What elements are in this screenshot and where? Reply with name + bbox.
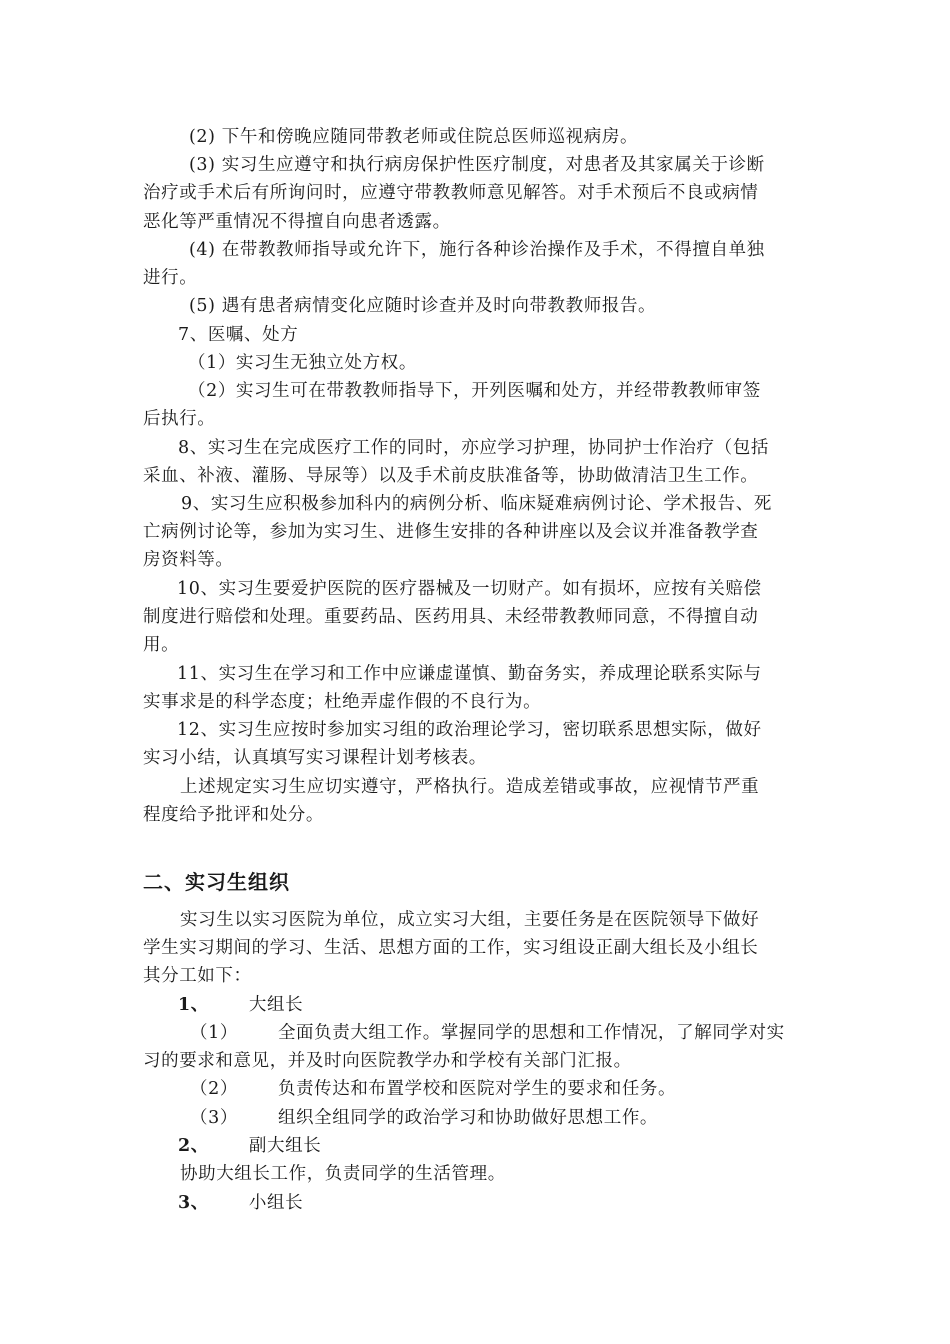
paragraph-line: 实事求是的科学态度；杜绝弄虚作假的不良行为。: [143, 692, 542, 712]
paragraph-line: 10、实习生要爱护医院的医疗器械及一切财产。如有损坏，应按有关赔偿: [177, 579, 762, 599]
paragraph-line: 7、医嘱、处方: [178, 325, 299, 345]
role-title: 大组长: [248, 995, 304, 1015]
paragraph-line: 11、实习生在学习和工作中应谦虚谨慎、勤奋务实，养成理论联系实际与: [177, 664, 762, 684]
duty-text: 组织全组同学的政治学习和协助做好思想工作。: [277, 1108, 659, 1128]
paragraph-line: (3) 实习生应遵守和执行病房保护性医疗制度，对患者及其家属关于诊断: [189, 155, 765, 175]
role-number: 3、: [178, 1193, 209, 1213]
role-title: 小组长: [248, 1193, 304, 1213]
duty-number: （1）: [190, 1023, 238, 1043]
role-heading-group: [178, 1191, 303, 1215]
paragraph-line: 采血、补液、灌肠、导尿等）以及手术前皮肤准备等，协助做清洁卫生工作。: [143, 466, 759, 486]
role-number: 2、: [178, 1136, 209, 1156]
paragraph-line: (5) 遇有患者病情变化应随时诊查并及时向带教教师报告。: [189, 296, 657, 316]
paragraph-line: 后执行。: [143, 409, 216, 429]
duty-number: （3）: [190, 1108, 238, 1128]
paragraph-line: 实习小结，认真填写实习课程计划考核表。: [143, 748, 487, 768]
paragraph-line: 亡病例讨论等，参加为实习生、进修生安排的各种讲座以及会议并准备教学查: [143, 522, 759, 542]
duty-text: 负责传达和布置学校和医院对学生的要求和任务。: [277, 1079, 677, 1099]
paragraph-line: 用。: [143, 635, 180, 655]
duty-line: [190, 1106, 658, 1130]
paragraph-line: 治疗或手术后有所询问时，应遵守带教教师意见解答。对手术预后不良或病情: [143, 183, 759, 203]
paragraph-line: 9、实习生应积极参加科内的病例分析、临床疑难病例讨论、学术报告、死: [181, 494, 772, 514]
paragraph-line: 上述规定实习生应切实遵守，严格执行。造成差错或事故，应视情节严重: [180, 777, 760, 797]
paragraph-line: （1）实习生无独立处方权。: [188, 353, 417, 373]
section-paragraph-line: 其分工如下：: [143, 966, 252, 986]
role-heading-deputy: [178, 1134, 321, 1158]
role-heading-leader: [178, 993, 303, 1017]
paragraph-line: 进行。: [143, 268, 198, 288]
duty-number: （2）: [190, 1079, 238, 1099]
paragraph-line: 恶化等严重情况不得擅自向患者透露。: [143, 212, 451, 232]
paragraph-line: (4) 在带教教师指导或允许下，施行各种诊治操作及手术，不得擅自单独: [189, 240, 765, 260]
paragraph-line: 8、实习生在完成医疗工作的同时，亦应学习护理，协同护士作治疗（包括: [178, 438, 769, 458]
section-paragraph-line: 学生实习期间的学习、生活、思想方面的工作，实习组设正副大组长及小组长: [143, 938, 759, 958]
deputy-duty-line: 协助大组长工作，负责同学的生活管理。: [180, 1164, 506, 1184]
section-heading: 二、实习生组织: [143, 870, 290, 894]
paragraph-line: 程度给予批评和处分。: [143, 805, 324, 825]
paragraph-line: 房资料等。: [143, 550, 234, 570]
section-paragraph-line: 实习生以实习医院为单位，成立实习大组，主要任务是在医院领导下做好: [180, 910, 760, 930]
paragraph-line: (2) 下午和傍晚应随同带教老师或住院总医师巡视病房。: [189, 127, 639, 147]
role-title: 副大组长: [248, 1136, 322, 1156]
role-number: 1、: [178, 995, 209, 1015]
duty-line-continued: 习的要求和意见，并及时向医院教学办和学校有关部门汇报。: [143, 1051, 632, 1071]
paragraph-line: （2）实习生可在带教教师指导下，开列医嘱和处方，并经带教教师审签: [188, 381, 761, 401]
paragraph-line: 12、实习生应按时参加实习组的政治理论学习，密切联系思想实际，做好: [177, 720, 762, 740]
duty-line: [190, 1077, 676, 1101]
duty-line: [190, 1021, 785, 1045]
duty-text: 全面负责大组工作。掌握同学的思想和工作情况，了解同学对实: [277, 1023, 785, 1043]
paragraph-line: 制度进行赔偿和处理。重要药品、医药用具、未经带教教师同意，不得擅自动: [143, 607, 759, 627]
